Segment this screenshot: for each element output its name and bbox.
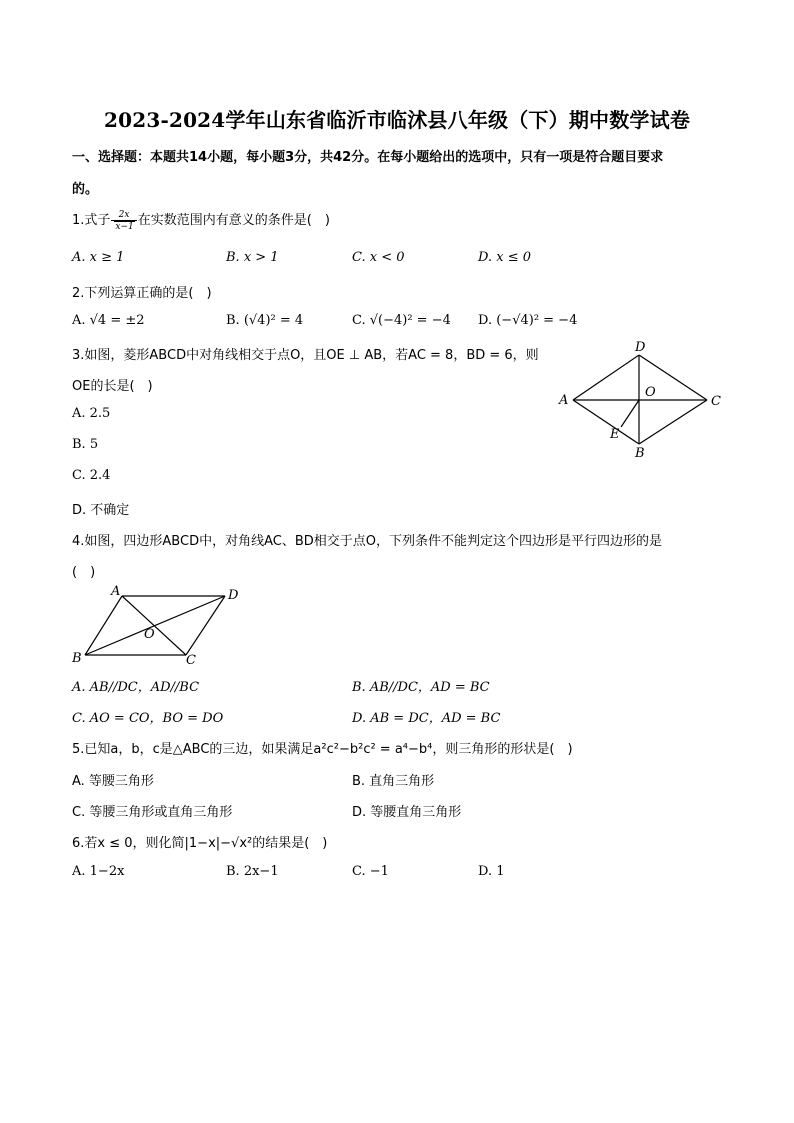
- label-a: A: [111, 584, 121, 599]
- section-heading-cont: 的。: [72, 182, 99, 197]
- page-title: 2023-2024学年山东省临沂市临沭县八年级（下）期中数学试卷: [103, 108, 691, 132]
- question-4-option-b[interactable]: B. AB//DC，AD = BC: [352, 680, 490, 695]
- question-5-option-a[interactable]: A. 等腰三角形: [72, 774, 154, 789]
- question-1-option-a[interactable]: A. x ≥ 1: [72, 250, 125, 265]
- question-1-stem: 1.式子 $\frac{2x}{x-1}$ 在实数范围内有意义的条件是( ): [72, 209, 330, 232]
- question-3-option-a[interactable]: A. 2.5: [72, 406, 111, 421]
- question-1-option-b[interactable]: B. x > 1: [226, 250, 279, 265]
- label-b: B: [72, 651, 82, 666]
- question-1-option-d[interactable]: D. x ≤ 0: [478, 250, 531, 265]
- question-3-stem: 3.如图，菱形ABCD中对角线相交于点O，且OE ⊥ AB，若AC = 8，BD = 6，则: [72, 348, 539, 363]
- label-o: O: [144, 627, 155, 642]
- label-c: C: [711, 394, 721, 409]
- label-a: A: [559, 393, 569, 408]
- label-d: D: [228, 588, 239, 603]
- rhombus-figure: [555, 338, 730, 460]
- label-o: O: [645, 385, 656, 400]
- label-b: B: [635, 446, 645, 460]
- fraction: $\frac{2x}{x-1}$: [111, 210, 136, 232]
- question-2-stem: 2.下列运算正确的是( ): [72, 286, 212, 301]
- section-heading: 一、选择题：本题共14小题，每小题3分，共42分。在每小题给出的选项中，只有一项是符合题目要求: [72, 150, 664, 165]
- question-6-option-b[interactable]: B. 2x−1: [226, 864, 279, 879]
- question-6-option-d[interactable]: D. 1: [478, 864, 505, 879]
- edge-ad: [573, 355, 639, 400]
- question-4-option-a[interactable]: A. AB//DC，AD//BC: [72, 680, 200, 695]
- question-3-stem-cont: OE的长是( ): [72, 379, 153, 394]
- edge-cb: [639, 400, 707, 444]
- question-5-option-c[interactable]: C. 等腰三角形或直角三角形: [72, 805, 233, 820]
- question-2-option-a[interactable]: A. √4 = ±2: [72, 313, 145, 328]
- question-6-option-a[interactable]: A. 1−2x: [72, 864, 125, 879]
- question-2-option-b[interactable]: B. (√4)² = 4: [226, 313, 304, 328]
- question-5-stem: 5.已知a，b，c是△ABC的三边，如果满足a²c²−b²c² = a⁴−b⁴，则三角形的形状是( ): [72, 742, 573, 757]
- question-3-option-b[interactable]: B. 5: [72, 437, 99, 452]
- edge-ba: [85, 596, 122, 655]
- question-6-option-c[interactable]: C. −1: [352, 864, 389, 879]
- label-c: C: [186, 653, 196, 668]
- quadrilateral-figure: [64, 582, 249, 668]
- question-5-option-d[interactable]: D. 等腰直角三角形: [352, 805, 462, 820]
- question-5-option-b[interactable]: B. 直角三角形: [352, 774, 435, 789]
- label-e: E: [610, 427, 620, 442]
- question-2-option-d[interactable]: D. (−√4)² = −4: [478, 313, 578, 328]
- question-6-stem: 6.若x ≤ 0，则化简|1−x|−√x²的结果是( ): [72, 836, 328, 851]
- question-2-option-c[interactable]: C. √(−4)² = −4: [352, 313, 451, 328]
- question-4-option-d[interactable]: D. AB = DC，AD = BC: [352, 711, 501, 726]
- question-1-option-c[interactable]: C. x < 0: [352, 250, 405, 265]
- edge-ba: [573, 400, 639, 444]
- segment-oe: [621, 400, 639, 427]
- label-d: D: [635, 340, 646, 355]
- question-4-stem-cont: ( ): [72, 565, 96, 580]
- question-3-option-d[interactable]: D. 不确定: [72, 503, 130, 518]
- question-3-option-c[interactable]: C. 2.4: [72, 468, 111, 483]
- question-4-option-c[interactable]: C. AO = CO，BO = DO: [72, 711, 224, 726]
- question-4-stem: 4.如图，四边形ABCD中，对角线AC、BD相交于点O，下列条件不能判定这个四边形是平行四边形的是: [72, 534, 662, 549]
- diagonal-bd: [85, 596, 225, 655]
